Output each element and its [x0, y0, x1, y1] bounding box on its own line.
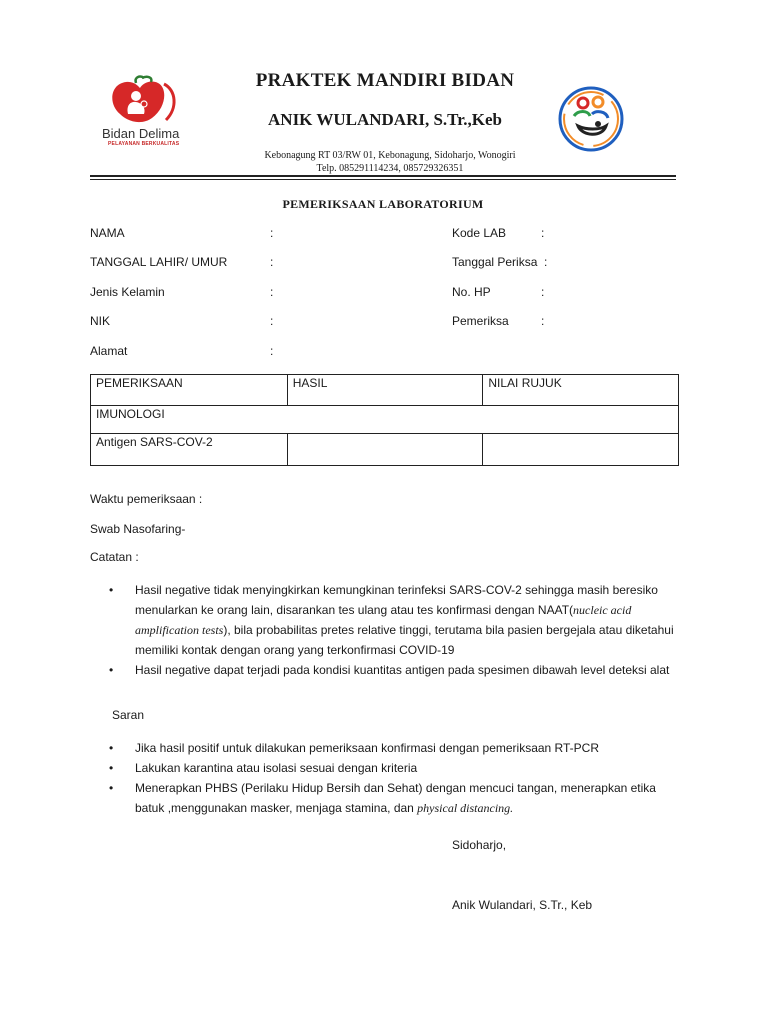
- exam-time-label: Waktu pemeriksaan :: [90, 492, 203, 506]
- bullet-icon: •: [109, 761, 114, 775]
- header-pemeriksaan: PEMERIKSAAN: [91, 375, 288, 406]
- field-label-pemeriksa: Pemeriksa: [452, 314, 509, 328]
- table-section-row: [91, 406, 679, 434]
- field-label-alamat: Alamat: [90, 344, 128, 358]
- advice-3-italic: physical distancing.: [417, 801, 514, 815]
- list-item: [108, 580, 678, 660]
- field-sep-nik: :: [270, 314, 274, 328]
- field-label-tanggal-periksa: Tanggal Periksa: [452, 255, 538, 269]
- advice-list: [108, 738, 678, 818]
- cell-result: [287, 434, 483, 466]
- field-label-tanggal-lahir: TANGGAL LAHIR/ UMUR: [90, 255, 228, 269]
- bidan-delima-logo: [100, 74, 192, 156]
- header-hasil: HASIL: [287, 375, 483, 406]
- list-item: [108, 660, 678, 680]
- note-1-italic: nucleic acid amplification tests: [135, 603, 632, 637]
- table-header-row: [91, 375, 679, 406]
- list-item: [108, 778, 678, 818]
- field-sep-alamat: :: [270, 344, 274, 358]
- field-label-kode-lab: Kode LAB: [452, 226, 507, 240]
- advice-label: Saran: [112, 708, 145, 722]
- advice-1-text: Jika hasil positif untuk dilakukan pemeriksaan konfirmasi dengan pemeriksaan RT-PCR: [135, 741, 600, 755]
- document-title: PEMERIKSAAN LABORATORIUM: [282, 197, 484, 211]
- field-sep-tanggal-periksa: :: [544, 255, 548, 269]
- header-divider-thin: [90, 179, 676, 180]
- bullet-icon: •: [109, 781, 114, 795]
- cell-test-name: Antigen SARS-COV-2: [91, 434, 288, 466]
- header-divider-thick: [90, 175, 676, 177]
- list-item: [108, 738, 678, 758]
- note-1-text-b: ), bila probabilitas pretes relative tinggi, terutama bila pasien bergejala atau diketahui memiliki kontak dengan orang yang terkonfirmasi COVID-19: [135, 623, 674, 657]
- list-item: [108, 758, 678, 778]
- clinic-title-line2: ANIK WULANDARI, S.Tr.,Keb: [268, 110, 502, 129]
- bullet-icon: •: [109, 663, 114, 677]
- field-sep-pemeriksa: :: [541, 314, 545, 328]
- logo-tagline: PELAYANAN BERKUALITAS: [108, 141, 180, 147]
- section-imunologi: IMUNOLOGI: [91, 406, 679, 434]
- field-sep-nama: :: [270, 226, 274, 240]
- field-sep-no-hp: :: [541, 285, 545, 299]
- header-nilai-rujuk: NILAI RUJUK: [483, 375, 679, 406]
- notes-label: Catatan :: [90, 550, 139, 564]
- bullet-icon: •: [109, 583, 114, 597]
- logo-brand-text: Bidan Delima: [102, 126, 180, 141]
- bidan-delima-emblem-icon: [106, 74, 186, 130]
- field-label-nama: NAMA: [90, 226, 125, 240]
- note-1-text-a: Hasil negative tidak menyingkirkan kemungkinan terinfeksi SARS-COV-2 sehingga masih beresiko menularkan ke orang lain, disarankan tes ulang atau tes konfirmasi dengan NAAT(: [135, 583, 658, 617]
- notes-list: [108, 580, 678, 680]
- sample-type-label: Swab Nasofaring-: [90, 522, 186, 536]
- field-label-no-hp: No. HP: [452, 285, 491, 299]
- advice-3-text: Menerapkan PHBS (Perilaku Hidup Bersih dan Sehat) dengan mencuci tangan, menerapkan etika batuk ,menggunakan masker, menjaga stamina, dan: [135, 781, 656, 815]
- field-sep-kode-lab: :: [541, 226, 545, 240]
- field-sep-tanggal-lahir: :: [270, 255, 274, 269]
- field-label-nik: NIK: [90, 314, 111, 328]
- clinic-address: Kebonagung RT 03/RW 01, Kebonagung, Sidoharjo, Wonogiri: [264, 150, 516, 161]
- clinic-phone: Telp. 085291114234, 085729326351: [316, 163, 464, 174]
- cell-reference: [483, 434, 679, 466]
- table-row: [91, 434, 679, 466]
- note-2-text: Hasil negative dapat terjadi pada kondisi kuantitas antigen pada spesimen dibawah level deteksi alat: [135, 663, 670, 677]
- field-label-jenis-kelamin: Jenis Kelamin: [90, 285, 165, 299]
- advice-2-text: Lakukan karantina atau isolasi sesuai dengan kriteria: [135, 761, 418, 775]
- clinic-title-line1: PRAKTEK MANDIRI BIDAN: [255, 70, 515, 91]
- lab-results-table: [90, 374, 679, 466]
- signature-place: Sidoharjo,: [452, 838, 507, 852]
- field-sep-jenis-kelamin: :: [270, 285, 274, 299]
- bullet-icon: •: [109, 741, 114, 755]
- signature-name: Anik Wulandari, S.Tr., Keb: [452, 898, 593, 912]
